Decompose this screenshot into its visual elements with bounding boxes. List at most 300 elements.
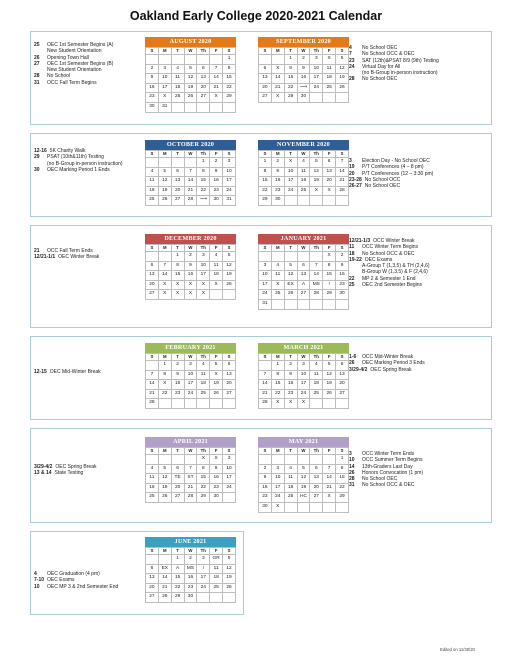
note-date: 7	[349, 51, 352, 58]
day-cell: 19	[336, 74, 349, 84]
week-row	[146, 380, 236, 390]
month-header: SEPTEMBER 2020	[258, 37, 349, 47]
note-date: 12-16	[34, 148, 47, 154]
day-cell: 22	[284, 83, 297, 93]
week-row	[146, 593, 236, 603]
day-cell: 13	[146, 574, 159, 584]
weekday-label: S	[223, 448, 236, 455]
day-cell	[210, 593, 223, 603]
day-cell: 8	[197, 167, 210, 177]
day-cell: 22	[336, 483, 349, 493]
day-cell	[336, 299, 349, 309]
day-cell: 4	[310, 361, 323, 371]
weekday-label: W	[297, 151, 310, 158]
day-cell	[210, 55, 223, 65]
day-cell: 16	[284, 380, 297, 390]
day-cell: 24	[284, 186, 297, 196]
day-cell: 11	[284, 474, 297, 484]
day-cell: 3	[223, 455, 236, 465]
day-cell	[297, 502, 310, 512]
note-date: 20	[349, 170, 355, 177]
week-row	[146, 464, 236, 474]
month-header: FEBRUARY 2021	[145, 343, 236, 353]
day-cell: 24	[223, 186, 236, 196]
day-cell: 16	[210, 177, 223, 187]
note-text: OEC Graduation (4 pm)	[47, 571, 100, 577]
day-cell: 5	[323, 361, 336, 371]
note-date: 22	[349, 275, 355, 282]
note-text: OEC MP 3 & 2nd Semester End	[47, 583, 119, 590]
day-cell: 28	[184, 493, 197, 503]
day-cell: 21	[336, 177, 349, 187]
weekday-label: W	[184, 354, 197, 361]
day-cell: 1	[171, 555, 184, 565]
day-cell: 16	[146, 83, 159, 93]
day-cell	[197, 399, 210, 409]
weekday-label: F	[210, 548, 223, 555]
day-cell: ST	[184, 474, 197, 484]
day-cell: 14	[323, 474, 336, 484]
note-date: 10	[34, 583, 40, 590]
day-cell: GR	[210, 555, 223, 565]
day-cell: 18	[323, 74, 336, 84]
day-cell: 23	[171, 389, 184, 399]
day-cell: 26	[184, 93, 197, 103]
day-cell: 1	[158, 361, 171, 371]
day-cell: 1	[171, 252, 184, 262]
day-cell: 16	[271, 177, 284, 187]
day-cell	[171, 455, 184, 465]
day-cell: 25	[271, 290, 284, 300]
week-row	[146, 271, 236, 281]
day-cell: 18	[210, 271, 223, 281]
day-cell: 6	[323, 158, 336, 168]
week-row	[259, 93, 349, 103]
weekday-label: S	[223, 151, 236, 158]
day-cell: 17	[158, 83, 171, 93]
day-cell: 3	[271, 464, 284, 474]
day-cell: 29	[197, 493, 210, 503]
day-cell	[310, 196, 323, 206]
note-date: 26	[349, 360, 355, 367]
week-row	[259, 290, 349, 300]
day-cell	[146, 555, 159, 565]
day-cell: 10	[223, 167, 236, 177]
day-cell: EX	[284, 280, 297, 290]
weekday-label: F	[210, 245, 223, 252]
day-cell: X	[323, 186, 336, 196]
note-date: 19-22	[349, 256, 362, 263]
note-date: 19	[349, 164, 355, 171]
day-cell: X	[210, 455, 223, 465]
day-cell: 7	[184, 167, 197, 177]
weekday-label: T	[171, 354, 184, 361]
day-cell	[271, 55, 284, 65]
note-item	[349, 367, 489, 373]
day-cell: 15	[323, 271, 336, 281]
calendar-november	[258, 140, 349, 206]
week-row	[146, 196, 236, 206]
weekday-label: M	[271, 354, 284, 361]
day-cell: 19	[223, 271, 236, 281]
day-cell: 20	[146, 583, 159, 593]
day-cell: 18	[310, 380, 323, 390]
note-text: No School OEC	[362, 76, 398, 83]
note-text: SAT (12th)&PSAT 8/9 (9th) Testing	[362, 57, 439, 64]
note-item	[34, 470, 142, 476]
day-cell: 23	[146, 93, 159, 103]
weekday-label: Th	[197, 48, 210, 55]
week-row	[146, 493, 236, 503]
day-cell: 9	[184, 261, 197, 271]
day-cell: 3	[297, 361, 310, 371]
week-row	[259, 271, 349, 281]
day-cell: 29	[284, 93, 297, 103]
day-cell	[323, 93, 336, 103]
weekday-header-row	[259, 151, 349, 158]
note-item	[349, 282, 489, 288]
day-cell	[184, 102, 197, 112]
day-cell: 12	[223, 564, 236, 574]
day-cell: 6	[171, 464, 184, 474]
day-cell: 24	[197, 583, 210, 593]
day-cell: 8	[197, 464, 210, 474]
day-cell: 2	[184, 252, 197, 262]
week-row	[146, 564, 236, 574]
weekday-label: S	[259, 245, 272, 252]
day-cell: 26	[284, 290, 297, 300]
day-cell	[184, 55, 197, 65]
day-cell: 7	[310, 261, 323, 271]
day-cell: 8	[284, 64, 297, 74]
day-cell: 12	[323, 370, 336, 380]
day-cell: ⟿	[197, 196, 210, 206]
weekday-label: M	[158, 48, 171, 55]
day-cell: 10	[297, 370, 310, 380]
weekday-label: S	[146, 548, 159, 555]
day-cell: 24	[259, 290, 272, 300]
day-cell: 15	[259, 177, 272, 187]
weekday-label: Th	[197, 548, 210, 555]
weekday-label: S	[223, 245, 236, 252]
day-cell: 18	[171, 83, 184, 93]
day-cell: 12	[158, 474, 171, 484]
day-cell: 18	[197, 380, 210, 390]
week-row	[146, 399, 236, 409]
day-cell: 23	[210, 186, 223, 196]
day-cell	[336, 93, 349, 103]
week-row	[146, 158, 236, 168]
week-row	[259, 483, 349, 493]
day-cell	[210, 399, 223, 409]
weekday-header-row	[146, 48, 236, 55]
day-cell: 19	[158, 483, 171, 493]
weekday-label: M	[158, 151, 171, 158]
weekday-label: W	[297, 448, 310, 455]
note-text: P/T Conferences (12 – 3:30 pm)	[362, 170, 434, 177]
note-text: OEC Spring Break	[370, 366, 412, 373]
weekday-header-row	[259, 354, 349, 361]
weekday-label: F	[210, 48, 223, 55]
week-row	[259, 502, 349, 512]
day-cell: 1	[284, 55, 297, 65]
weekday-header-row	[146, 354, 236, 361]
day-cell: 13	[197, 74, 210, 84]
weekday-label: M	[271, 448, 284, 455]
day-cell	[297, 252, 310, 262]
week-row	[146, 370, 236, 380]
day-cell: 13	[171, 177, 184, 187]
weekday-label: F	[323, 48, 336, 55]
day-cell	[310, 502, 323, 512]
day-cell: 22	[158, 389, 171, 399]
weekday-label: F	[210, 354, 223, 361]
day-cell	[210, 102, 223, 112]
weekday-label: F	[323, 245, 336, 252]
week-row	[259, 158, 349, 168]
day-cell: 8	[171, 261, 184, 271]
day-cell: 17	[197, 271, 210, 281]
note-date: 28	[34, 73, 40, 80]
note-text: No School OEC	[362, 476, 398, 483]
weekday-label: Th	[310, 354, 323, 361]
note-text: New Student Orientation	[47, 67, 102, 74]
day-cell: 2	[271, 158, 284, 168]
note-text: OEC Winter Break	[58, 254, 100, 261]
week-row	[146, 252, 236, 262]
weekday-label: T	[284, 48, 297, 55]
note-date: 4	[34, 571, 37, 577]
weekday-label: W	[184, 48, 197, 55]
note-text: Honors Convocation (1 pm)	[362, 469, 424, 476]
note-date: 1-6	[349, 354, 357, 360]
note-date: 28	[349, 76, 355, 83]
day-cell: 30	[259, 502, 272, 512]
day-cell: 4	[297, 158, 310, 168]
note-text: OCC Mid-Winter Break	[362, 354, 414, 360]
day-cell: 1	[197, 158, 210, 168]
day-cell: 25	[284, 493, 297, 503]
day-cell: A	[171, 564, 184, 574]
calendar-april	[145, 437, 236, 503]
note-date: 3/29-4/2	[349, 366, 368, 373]
notes-april	[34, 464, 142, 477]
day-cell: X	[158, 380, 171, 390]
day-cell: 9	[171, 370, 184, 380]
weekday-label: T	[171, 48, 184, 55]
note-item	[349, 482, 489, 488]
day-cell: 31	[158, 102, 171, 112]
note-text: OCC Winter Term Ends	[362, 451, 415, 457]
day-cell: 15	[171, 271, 184, 281]
day-cell: 15	[223, 74, 236, 84]
note-date: 12/21-1/1	[34, 254, 56, 261]
day-cell: 27	[197, 93, 210, 103]
day-cell: 12	[310, 167, 323, 177]
day-cell	[336, 399, 349, 409]
day-cell: 2	[297, 55, 310, 65]
day-cell: 23	[210, 483, 223, 493]
note-text: A-Group T (1,3,5) & TH (2,4,6)	[362, 263, 430, 270]
day-cell: 21	[184, 483, 197, 493]
day-cell: 10	[284, 167, 297, 177]
note-text: OCC Winter Break	[373, 238, 415, 244]
note-date: 29	[34, 154, 40, 161]
note-date: 3/29-4/2	[34, 464, 53, 470]
day-cell: 5	[284, 261, 297, 271]
note-date: 11	[349, 244, 355, 251]
week-row	[259, 186, 349, 196]
note-text: OEC Marking Period 1 Ends	[47, 166, 110, 173]
day-cell	[197, 102, 210, 112]
day-cell: 5	[210, 361, 223, 371]
day-cell: 15	[171, 574, 184, 584]
weekday-label: M	[158, 548, 171, 555]
day-cell: 27	[223, 389, 236, 399]
calendar-march	[258, 343, 349, 409]
day-cell: X	[271, 64, 284, 74]
day-cell: 18	[297, 177, 310, 187]
day-cell: 13	[223, 370, 236, 380]
day-cell: 9	[271, 167, 284, 177]
note-text: OEC 1st Semester Begins (B)	[47, 60, 114, 67]
day-cell: X	[271, 93, 284, 103]
day-cell: X	[158, 290, 171, 300]
day-cell: X	[210, 370, 223, 380]
notes-november	[349, 158, 489, 189]
weekday-label: T	[171, 548, 184, 555]
notes-february	[34, 369, 142, 375]
day-cell: 15	[336, 474, 349, 484]
day-cell: 5	[158, 167, 171, 177]
week-row	[146, 361, 236, 371]
day-cell: MS	[310, 280, 323, 290]
weekday-label: M	[158, 245, 171, 252]
day-cell: 3	[158, 64, 171, 74]
note-text: (no B-Group in-person instruction)	[47, 160, 123, 167]
day-cell: MS	[184, 564, 197, 574]
day-cell: 28	[146, 399, 159, 409]
day-cell: 11	[197, 370, 210, 380]
day-cell: 4	[146, 167, 159, 177]
day-cell: 2	[146, 64, 159, 74]
note-date: 24	[349, 63, 355, 70]
day-cell: 11	[146, 177, 159, 187]
note-date: 25	[349, 282, 355, 289]
day-cell: 19	[223, 574, 236, 584]
note-text: No School	[47, 73, 71, 80]
day-cell: 17	[259, 280, 272, 290]
day-cell: 16	[259, 483, 272, 493]
day-cell: 15	[197, 177, 210, 187]
week-row	[259, 361, 349, 371]
calendar-october	[145, 140, 236, 206]
day-cell: 15	[284, 74, 297, 84]
day-cell: 6	[197, 64, 210, 74]
day-cell: !	[197, 564, 210, 574]
day-cell: 21	[158, 583, 171, 593]
day-cell: 3	[223, 158, 236, 168]
week-row	[259, 389, 349, 399]
day-cell: 6	[310, 464, 323, 474]
note-text: Election Day - No School OEC	[362, 158, 430, 164]
note-date: 21	[34, 248, 40, 254]
day-cell	[197, 593, 210, 603]
day-cell: X	[171, 290, 184, 300]
weekday-label: Th	[197, 151, 210, 158]
day-cell: 13	[336, 370, 349, 380]
day-cell: X	[271, 280, 284, 290]
day-cell	[323, 196, 336, 206]
day-cell: 17	[310, 74, 323, 84]
day-cell: 14	[310, 271, 323, 281]
weekday-label: S	[336, 448, 349, 455]
note-date: 3	[349, 158, 352, 164]
day-cell	[323, 299, 336, 309]
day-cell: 25	[197, 389, 210, 399]
day-cell: X	[323, 252, 336, 262]
day-cell: 23	[184, 583, 197, 593]
day-cell: 11	[297, 167, 310, 177]
day-cell: 26	[210, 389, 223, 399]
day-cell: 21	[146, 389, 159, 399]
note-text: OCC Winter Term Begins	[362, 244, 419, 251]
day-cell	[210, 290, 223, 300]
day-cell	[171, 399, 184, 409]
day-cell: A	[297, 280, 310, 290]
day-cell: 2	[210, 158, 223, 168]
note-date: 13 & 14	[34, 470, 52, 477]
note-date: 4	[349, 45, 352, 51]
day-cell: 21	[210, 83, 223, 93]
day-cell: 14	[271, 74, 284, 84]
day-cell	[158, 455, 171, 465]
day-cell: 29	[336, 493, 349, 503]
day-cell: 13	[146, 271, 159, 281]
day-cell: 9	[146, 74, 159, 84]
note-date: 12/21-1/3	[349, 238, 371, 244]
weekday-label: T	[284, 245, 297, 252]
day-cell	[146, 252, 159, 262]
week-row	[259, 74, 349, 84]
day-cell: X	[310, 186, 323, 196]
notes-september	[349, 45, 489, 83]
week-row	[259, 474, 349, 484]
week-row	[259, 399, 349, 409]
day-cell: 5	[223, 555, 236, 565]
day-cell: 23	[284, 389, 297, 399]
day-cell: 22	[197, 483, 210, 493]
day-cell: 13	[323, 167, 336, 177]
notes-august	[34, 42, 142, 86]
calendar-june	[145, 537, 236, 603]
day-cell: 14	[158, 271, 171, 281]
day-cell: 18	[146, 483, 159, 493]
day-cell: X	[171, 280, 184, 290]
day-cell: 16	[171, 380, 184, 390]
day-cell	[171, 158, 184, 168]
month-header: MAY 2021	[258, 437, 349, 447]
day-cell: 30	[210, 196, 223, 206]
day-cell: 20	[223, 380, 236, 390]
day-cell: 12	[297, 474, 310, 484]
weekday-header-row	[259, 448, 349, 455]
day-cell: TE	[171, 474, 184, 484]
day-cell	[184, 455, 197, 465]
day-cell: 13	[297, 271, 310, 281]
day-cell: X	[184, 290, 197, 300]
week-row	[146, 55, 236, 65]
